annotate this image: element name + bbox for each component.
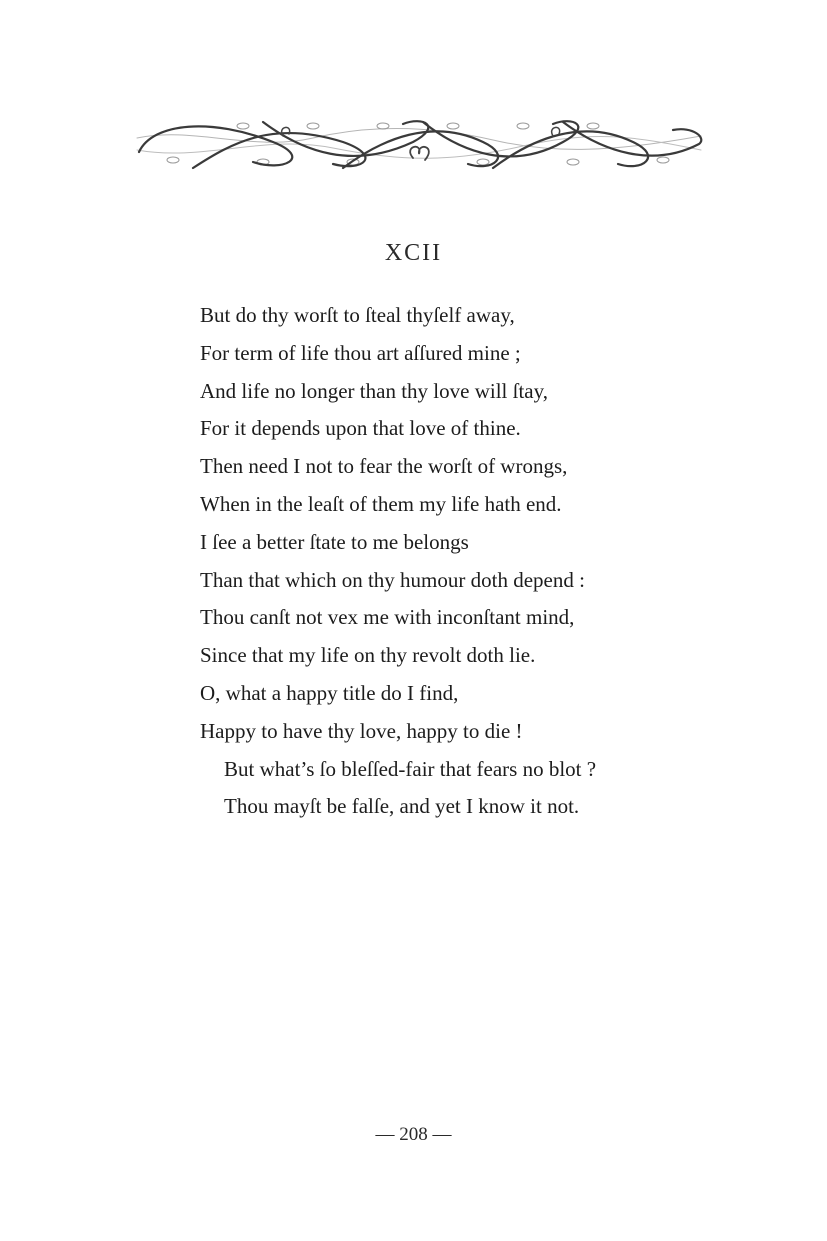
poem-line: Than that which on thy humour doth depend :	[200, 567, 585, 592]
poem-line: When in the leaſt of them my life hath end.	[200, 491, 562, 516]
poem-line: Happy to have thy love, happy to die !	[200, 718, 523, 743]
couplet-line: Thou mayſt be falſe, and yet I know it not.	[224, 794, 580, 819]
poem-line: O, what a happy title do I find,	[200, 680, 459, 705]
poem-line: And life no longer than thy love will ſtay,	[200, 378, 548, 403]
scrollwork-ornament-icon	[133, 112, 705, 174]
poem-line: Since that my life on thy revolt doth lie.	[200, 643, 536, 668]
sonnet-text	[200, 297, 760, 826]
sonnet-number: XCII	[384, 240, 443, 266]
poem-line: I ſee a better ſtate to me belongs	[200, 529, 469, 554]
poem-line: But do thy worſt to ſteal thyſelf away,	[200, 303, 515, 327]
poem-line: For term of life thou art aſſured mine ;	[200, 340, 521, 365]
couplet-line: But what’s ſo bleſſed-fair that fears no blot ?	[224, 756, 597, 781]
poem-line: For it depends upon that love of thine.	[200, 416, 521, 441]
poem-line: Thou canſt not vex me with inconſtant mind,	[200, 605, 575, 630]
poem-line: Then need I not to fear the worſt of wrongs,	[200, 454, 568, 479]
page-number: — 208 —	[375, 1124, 452, 1145]
